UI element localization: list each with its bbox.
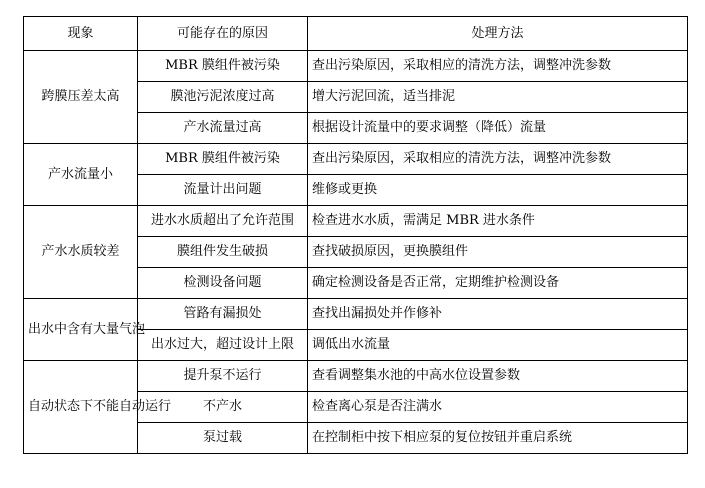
solution-cell: 在控制柜中按下相应泵的复位按钮并重启系统 bbox=[308, 423, 688, 454]
table-row bbox=[24, 206, 688, 237]
solution-cell: 查看调整集水池的中高水位设置参数 bbox=[308, 361, 688, 392]
cause-cell: 管路有漏损处 bbox=[138, 299, 308, 330]
cause-cell: 提升泵不运行 bbox=[138, 361, 308, 392]
table-row bbox=[24, 299, 688, 330]
header-phenomenon: 现象 bbox=[24, 17, 138, 51]
phenomenon-cell: 自动状态下不能自动运行 bbox=[24, 361, 138, 454]
phenomenon-cell: 跨膜压差太高 bbox=[24, 51, 138, 144]
solution-cell: 查出污染原因，采取相应的清洗方法，调整冲洗参数 bbox=[308, 51, 688, 82]
solution-cell: 检查进水水质，需满足 MBR 进水条件 bbox=[308, 206, 688, 237]
table-header bbox=[24, 17, 688, 51]
cause-cell: 出水过大，超过设计上限 bbox=[138, 330, 308, 361]
cause-cell: 产水流量过高 bbox=[138, 113, 308, 144]
solution-cell: 维修或更换 bbox=[308, 175, 688, 206]
solution-cell: 调低出水流量 bbox=[308, 330, 688, 361]
fault-handling-table bbox=[23, 16, 688, 454]
cause-cell: 进水水质超出了允许范围 bbox=[138, 206, 308, 237]
table-row bbox=[24, 361, 688, 392]
solution-cell: 查找破损原因，更换膜组件 bbox=[308, 237, 688, 268]
cause-cell: 泵过载 bbox=[138, 423, 308, 454]
cause-cell: MBR 膜组件被污染 bbox=[138, 144, 308, 175]
solution-cell: 确定检测设备是否正常，定期维护检测设备 bbox=[308, 268, 688, 299]
cause-cell: 检测设备问题 bbox=[138, 268, 308, 299]
cause-cell: MBR 膜组件被污染 bbox=[138, 51, 308, 82]
solution-cell: 增大污泥回流，适当排泥 bbox=[308, 82, 688, 113]
phenomenon-cell: 出水中含有大量气泡 bbox=[24, 299, 138, 361]
cause-cell: 不产水 bbox=[138, 392, 308, 423]
table-row bbox=[24, 144, 688, 175]
phenomenon-cell: 产水水质较差 bbox=[24, 206, 138, 299]
header-cause: 可能存在的原因 bbox=[138, 17, 308, 51]
header-solution: 处理方法 bbox=[308, 17, 688, 51]
solution-cell: 检查离心泵是否注满水 bbox=[308, 392, 688, 423]
cause-cell: 膜组件发生破损 bbox=[138, 237, 308, 268]
header-row bbox=[24, 17, 688, 51]
cause-cell: 膜池污泥浓度过高 bbox=[138, 82, 308, 113]
phenomenon-cell: 产水流量小 bbox=[24, 144, 138, 206]
solution-cell: 查找出漏损处并作修补 bbox=[308, 299, 688, 330]
table-body bbox=[24, 51, 688, 454]
solution-cell: 查出污染原因，采取相应的清洗方法，调整冲洗参数 bbox=[308, 144, 688, 175]
table-row bbox=[24, 51, 688, 82]
solution-cell: 根据设计流量中的要求调整（降低）流量 bbox=[308, 113, 688, 144]
cause-cell: 流量计出问题 bbox=[138, 175, 308, 206]
